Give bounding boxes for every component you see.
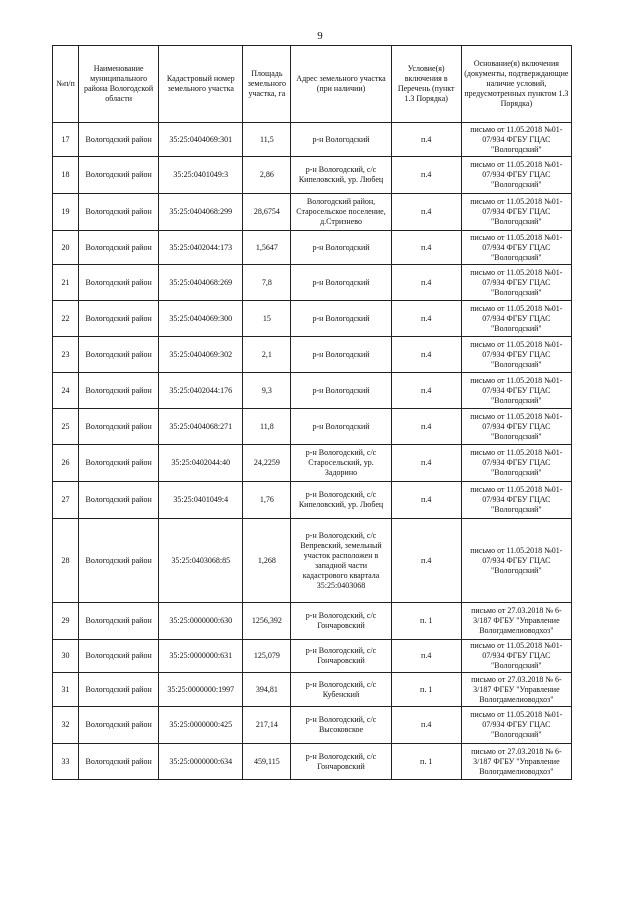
row-area: 394,81	[243, 673, 291, 707]
row-basis: письмо от 11.05.2018 №01-07/934 ФГБУ ГЦАС "Вологодский"	[461, 301, 571, 337]
row-basis: письмо от 11.05.2018 №01-07/934 ФГБУ ГЦАС "Вологодский"	[461, 707, 571, 744]
row-municipality: Вологодский район	[79, 123, 159, 157]
row-cadastral: 35:25:0000000:630	[159, 603, 243, 640]
row-municipality: Вологодский район	[79, 194, 159, 231]
row-cadastral: 35:25:0402044:176	[159, 373, 243, 409]
table-row	[53, 445, 572, 482]
row-condition: п.4	[391, 640, 461, 673]
row-address: р-н Вологодский	[291, 265, 391, 301]
row-municipality: Вологодский район	[79, 519, 159, 603]
table-row	[53, 482, 572, 519]
row-basis: письмо от 27.03.2018 № 6-3/187 ФГБУ "Управление Вологдамелиоводхоз"	[461, 603, 571, 640]
row-condition: п.4	[391, 519, 461, 603]
row-basis: письмо от 11.05.2018 №01-07/934 ФГБУ ГЦАС "Вологодский"	[461, 519, 571, 603]
row-area: 11,8	[243, 409, 291, 445]
row-cadastral: 35:25:0404069:302	[159, 337, 243, 373]
table-row	[53, 265, 572, 301]
row-num: 20	[53, 231, 79, 265]
table-row	[53, 301, 572, 337]
row-address: р-н Вологодский, с/с Кипеловский, ур. Любец	[291, 157, 391, 194]
table-row	[53, 123, 572, 157]
row-num: 30	[53, 640, 79, 673]
row-area: 1,268	[243, 519, 291, 603]
row-condition: п.4	[391, 373, 461, 409]
row-condition: п.4	[391, 409, 461, 445]
row-num: 21	[53, 265, 79, 301]
table-header-row	[53, 46, 572, 123]
table-row	[53, 373, 572, 409]
row-area: 28,6754	[243, 194, 291, 231]
row-basis: письмо от 11.05.2018 №01-07/934 ФГБУ ГЦАС "Вологодский"	[461, 337, 571, 373]
page-number: 9	[317, 30, 323, 42]
row-address: р-н Вологодский	[291, 231, 391, 265]
row-basis: письмо от 11.05.2018 №01-07/934 ФГБУ ГЦАС "Вологодский"	[461, 373, 571, 409]
row-municipality: Вологодский район	[79, 707, 159, 744]
row-basis: письмо от 27.03.2018 № 6-3/187 ФГБУ "Управление Вологдамелиоводхоз"	[461, 744, 571, 780]
row-num: 32	[53, 707, 79, 744]
row-municipality: Вологодский район	[79, 301, 159, 337]
row-cadastral: 35:25:0000000:1997	[159, 673, 243, 707]
row-address: р-н Вологодский	[291, 301, 391, 337]
table-row	[53, 409, 572, 445]
row-address: р-н Вологодский, с/с Старосельский, ур. Задорино	[291, 445, 391, 482]
row-area: 1,76	[243, 482, 291, 519]
row-condition: п.4	[391, 301, 461, 337]
row-condition: п.4	[391, 157, 461, 194]
row-basis: письмо от 11.05.2018 №01-07/934 ФГБУ ГЦАС "Вологодский"	[461, 123, 571, 157]
row-municipality: Вологодский район	[79, 445, 159, 482]
row-address: р-н Вологодский, с/с Кипеловский, ур. Любец	[291, 482, 391, 519]
row-basis: письмо от 11.05.2018 №01-07/934 ФГБУ ГЦАС "Вологодский"	[461, 194, 571, 231]
row-municipality: Вологодский район	[79, 640, 159, 673]
row-cadastral: 35:25:0404069:300	[159, 301, 243, 337]
table-row	[53, 707, 572, 744]
table-row	[53, 231, 572, 265]
row-municipality: Вологодский район	[79, 231, 159, 265]
row-basis: письмо от 27.03.2018 № 6-3/187 ФГБУ "Управление Вологдамелиоводхоз"	[461, 673, 571, 707]
row-num: 28	[53, 519, 79, 603]
row-area: 15	[243, 301, 291, 337]
table-row	[53, 744, 572, 780]
row-condition: п. 1	[391, 744, 461, 780]
row-municipality: Вологодский район	[79, 373, 159, 409]
row-num: 17	[53, 123, 79, 157]
row-cadastral: 35:25:0401049:4	[159, 482, 243, 519]
row-basis: письмо от 11.05.2018 №01-07/934 ФГБУ ГЦАС "Вологодский"	[461, 265, 571, 301]
table-row	[53, 157, 572, 194]
row-cadastral: 35:25:0404068:271	[159, 409, 243, 445]
row-num: 33	[53, 744, 79, 780]
row-cadastral: 35:25:0402044:40	[159, 445, 243, 482]
row-num: 23	[53, 337, 79, 373]
row-num: 19	[53, 194, 79, 231]
row-address: р-н Вологодский, с/с Гончаровский	[291, 640, 391, 673]
row-condition: п.4	[391, 194, 461, 231]
row-municipality: Вологодский район	[79, 157, 159, 194]
table-row	[53, 603, 572, 640]
row-condition: п.4	[391, 231, 461, 265]
row-condition: п. 1	[391, 603, 461, 640]
row-basis: письмо от 11.05.2018 №01-07/934 ФГБУ ГЦАС "Вологодский"	[461, 409, 571, 445]
row-condition: п.4	[391, 707, 461, 744]
row-condition: п.4	[391, 445, 461, 482]
table-row	[53, 519, 572, 603]
row-area: 9,3	[243, 373, 291, 409]
row-basis: письмо от 11.05.2018 №01-07/934 ФГБУ ГЦАС "Вологодский"	[461, 445, 571, 482]
row-address: р-н Вологодский, с/с Гончаровский	[291, 744, 391, 780]
table-row	[53, 640, 572, 673]
row-condition: п. 1	[391, 673, 461, 707]
row-municipality: Вологодский район	[79, 409, 159, 445]
row-cadastral: 35:25:0402044:173	[159, 231, 243, 265]
row-address: р-н Вологодский, с/с Кубенский	[291, 673, 391, 707]
row-num: 22	[53, 301, 79, 337]
row-basis: письмо от 11.05.2018 №01-07/934 ФГБУ ГЦАС "Вологодский"	[461, 157, 571, 194]
row-area: 459,115	[243, 744, 291, 780]
row-area: 11,5	[243, 123, 291, 157]
row-basis: письмо от 11.05.2018 №01-07/934 ФГБУ ГЦАС "Вологодский"	[461, 231, 571, 265]
row-area: 2,86	[243, 157, 291, 194]
row-area: 1,5647	[243, 231, 291, 265]
row-num: 24	[53, 373, 79, 409]
row-municipality: Вологодский район	[79, 337, 159, 373]
row-address: р-н Вологодский, с/с Вепревский, земельный участок расположен в западной части кадастрового квартала 35:25:0403068	[291, 519, 391, 603]
row-municipality: Вологодский район	[79, 482, 159, 519]
row-municipality: Вологодский район	[79, 673, 159, 707]
row-condition: п.4	[391, 337, 461, 373]
row-condition: п.4	[391, 123, 461, 157]
row-cadastral: 35:25:0000000:634	[159, 744, 243, 780]
table-row	[53, 673, 572, 707]
row-cadastral: 35:25:0404069:301	[159, 123, 243, 157]
row-basis: письмо от 11.05.2018 №01-07/934 ФГБУ ГЦАС "Вологодский"	[461, 482, 571, 519]
row-area: 24,2259	[243, 445, 291, 482]
row-num: 25	[53, 409, 79, 445]
row-basis: письмо от 11.05.2018 №01-07/934 ФГБУ ГЦАС "Вологодский"	[461, 640, 571, 673]
row-address: р-н Вологодский	[291, 409, 391, 445]
row-condition: п.4	[391, 482, 461, 519]
row-cadastral: 35:25:0404068:299	[159, 194, 243, 231]
header-municipality: Наименование муниципального района Вологодской области	[79, 46, 159, 123]
row-cadastral: 35:25:0000000:425	[159, 707, 243, 744]
row-address: р-н Вологодский	[291, 337, 391, 373]
header-condition: Условие(я) включения в Перечень (пункт 1.3 Порядка)	[391, 46, 461, 123]
row-area: 1256,392	[243, 603, 291, 640]
row-address: Вологодский район, Старосельское поселение, д.Стризнево	[291, 194, 391, 231]
row-num: 31	[53, 673, 79, 707]
row-num: 29	[53, 603, 79, 640]
row-cadastral: 35:25:0404068:269	[159, 265, 243, 301]
row-address: р-н Вологодский, с/с Высоковское	[291, 707, 391, 744]
row-area: 125,079	[243, 640, 291, 673]
row-area: 2,1	[243, 337, 291, 373]
row-num: 26	[53, 445, 79, 482]
row-num: 27	[53, 482, 79, 519]
row-area: 217,14	[243, 707, 291, 744]
row-condition: п.4	[391, 265, 461, 301]
header-num: №п/п	[53, 46, 79, 123]
header-address: Адрес земельного участка (при наличии)	[291, 46, 391, 123]
land-plots-table	[52, 45, 572, 780]
row-cadastral: 35:25:0000000:631	[159, 640, 243, 673]
header-basis: Основание(я) включения (документы, подтверждающие наличие условий, предусмотренных пунктом 1.3 Порядка)	[461, 46, 571, 123]
header-area: Площадь земельного участка, га	[243, 46, 291, 123]
row-address: р-н Вологодский	[291, 123, 391, 157]
row-cadastral: 35:25:0403068:85	[159, 519, 243, 603]
table-row	[53, 194, 572, 231]
row-municipality: Вологодский район	[79, 744, 159, 780]
row-area: 7,8	[243, 265, 291, 301]
table-row	[53, 337, 572, 373]
row-address: р-н Вологодский, с/с Гончаровский	[291, 603, 391, 640]
row-num: 18	[53, 157, 79, 194]
row-cadastral: 35:25:0401049:3	[159, 157, 243, 194]
row-address: р-н Вологодский	[291, 373, 391, 409]
row-municipality: Вологодский район	[79, 603, 159, 640]
header-cadastral: Кадастровый номер земельного участка	[159, 46, 243, 123]
row-municipality: Вологодский район	[79, 265, 159, 301]
